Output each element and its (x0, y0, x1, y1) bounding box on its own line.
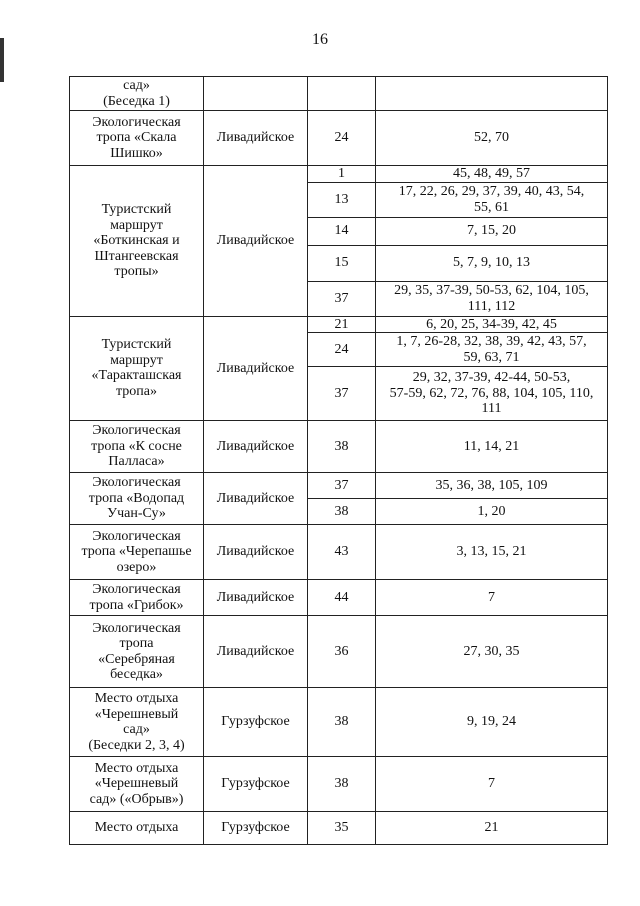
table-cell: Ливадийское (204, 166, 308, 317)
table-cell: Экологическая тропа «Водопад Учан-Су» (70, 473, 204, 525)
page-number: 16 (312, 31, 328, 48)
table-row (70, 580, 608, 616)
table-row (70, 166, 608, 183)
table-cell: 44 (308, 580, 376, 616)
table-cell: Экологическая тропа «Черепашье озеро» (70, 525, 204, 580)
table-cell: 37 (308, 367, 376, 421)
table-cell: 9, 19, 24 (376, 688, 608, 757)
table-row (70, 77, 608, 111)
table-cell: Туристский маршрут «Таракташская тропа» (70, 316, 204, 421)
table-row (70, 688, 608, 757)
table-cell: 1, 20 (376, 499, 608, 525)
table-row (70, 812, 608, 845)
table-cell: 29, 32, 37-39, 42-44, 50-53, 57-59, 62, 72, 76, 88, 104, 105, 110, 111 (376, 367, 608, 421)
table-cell: Место отдыха «Черешневый сад» («Обрыв») (70, 757, 204, 812)
table-cell: 52, 70 (376, 111, 608, 166)
table-cell: Экологическая тропа «К сосне Палласа» (70, 421, 204, 473)
table-cell (376, 77, 608, 111)
table-cell: Туристский маршрут «Боткинская и Штангеевская тропы» (70, 166, 204, 317)
table-row (70, 525, 608, 580)
table-cell: 37 (308, 281, 376, 316)
table-cell: Место отдыха (70, 812, 204, 845)
table-cell: 3, 13, 15, 21 (376, 525, 608, 580)
table-cell: 36 (308, 616, 376, 688)
table-cell: Ливадийское (204, 580, 308, 616)
table-cell: Ливадийское (204, 421, 308, 473)
table-cell: 21 (376, 812, 608, 845)
table-row (70, 111, 608, 166)
table-cell: Ливадийское (204, 616, 308, 688)
table-cell: 13 (308, 182, 376, 217)
table-row (70, 316, 608, 333)
table-cell: 38 (308, 757, 376, 812)
table-cell: 21 (308, 316, 376, 333)
table-cell: 45, 48, 49, 57 (376, 166, 608, 183)
table-cell: Гурзуфское (204, 812, 308, 845)
table-cell: 14 (308, 217, 376, 245)
table-cell: Ливадийское (204, 525, 308, 580)
table-cell: Ливадийское (204, 316, 308, 421)
table-cell: 5, 7, 9, 10, 13 (376, 245, 608, 281)
table-cell: 38 (308, 499, 376, 525)
table-cell: Экологическая тропа «Серебряная беседка» (70, 616, 204, 688)
table-cell: 1, 7, 26-28, 32, 38, 39, 42, 43, 57, 59, 63, 71 (376, 333, 608, 367)
table-cell: 24 (308, 333, 376, 367)
table-cell: 29, 35, 37-39, 50-53, 62, 104, 105, 111, 112 (376, 281, 608, 316)
table-cell: 7, 15, 20 (376, 217, 608, 245)
routes-table (69, 76, 608, 845)
table-cell: сад» (Беседка 1) (70, 77, 204, 111)
table-cell: 7 (376, 757, 608, 812)
table-cell: 38 (308, 688, 376, 757)
table-cell: 6, 20, 25, 34-39, 42, 45 (376, 316, 608, 333)
table-cell: 35 (308, 812, 376, 845)
table-row (70, 421, 608, 473)
table-cell: Гурзуфское (204, 757, 308, 812)
table-cell (204, 77, 308, 111)
table-cell: 27, 30, 35 (376, 616, 608, 688)
table-cell: Ливадийское (204, 473, 308, 525)
table-cell: 7 (376, 580, 608, 616)
table-cell: 38 (308, 421, 376, 473)
table-cell: 43 (308, 525, 376, 580)
table-row (70, 757, 608, 812)
table-cell: 24 (308, 111, 376, 166)
table-cell (308, 77, 376, 111)
table-cell: 1 (308, 166, 376, 183)
table-cell: 35, 36, 38, 105, 109 (376, 473, 608, 499)
table-cell: Место отдыха «Черешневый сад» (Беседки 2, 3, 4) (70, 688, 204, 757)
table-cell: Ливадийское (204, 111, 308, 166)
table-cell: 37 (308, 473, 376, 499)
table-cell: Гурзуфское (204, 688, 308, 757)
table-row (70, 616, 608, 688)
table-cell: Экологическая тропа «Грибок» (70, 580, 204, 616)
table-cell: 17, 22, 26, 29, 37, 39, 40, 43, 54, 55, 61 (376, 182, 608, 217)
table-cell: 11, 14, 21 (376, 421, 608, 473)
table-cell: Экологическая тропа «Скала Шишко» (70, 111, 204, 166)
table-cell: 15 (308, 245, 376, 281)
table-row (70, 473, 608, 499)
